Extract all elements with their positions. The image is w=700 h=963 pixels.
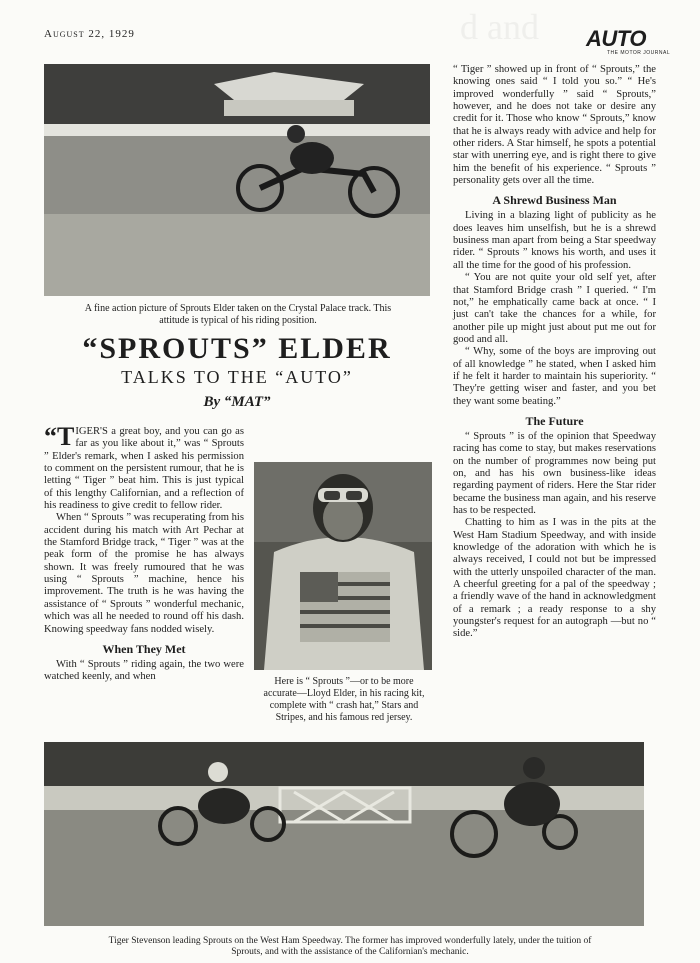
portrait-photo (254, 462, 432, 670)
section-heading-shrewd-business-man: A Shrewd Business Man (492, 193, 617, 208)
ghost-show-through: d and (460, 7, 539, 47)
section-heading-the-future: The Future (525, 413, 584, 428)
magazine-logo-sub: THE MOTOR JOURNAL (607, 50, 671, 56)
magazine-logo: AUTO (586, 26, 646, 51)
future-paragraph: Chatting to him as I was in the pits at the West Ham Stadium Speedway, and with inside knowledge of the adoration with which he is always received, I could not but be impressed with the utterly unspoiled character of the man. A cheerful greeting for a pal of the speedway ; a friendly wave of the hand in acknowledgment of a remark ; a ready response to a shy youngster's request for an autograph —but no “ side.” (453, 517, 656, 640)
bottom-photo-caption: Tiger Stevenson leading Sprouts on the West Ham Speedway. The former has improved wonderfully lately, under the tuition of Sprouts, and with the assistance of the Californian's mechanic. (108, 936, 592, 957)
issue-date: August 22, 1929 (44, 28, 135, 40)
section-heading-when-they-met: When They Met (102, 641, 186, 656)
article-byline: By “MAT” (203, 394, 271, 410)
left-column (44, 422, 244, 684)
top-photo-caption: A fine action picture of Sprouts Elder taken on the Crystal Palace track. This attitude is typical of his riding position. (84, 303, 392, 326)
article-subtitle: TALKS TO THE “AUTO” (121, 367, 353, 387)
drop-cap: “T (44, 422, 75, 451)
future-paragraph: “ Sprouts ” is of the opinion that Speedway racing has come to stay, but makes reservations on the number of programmes now being put on, and has his own business-like ideas regarding payment of riders. Here the Star rider became the business man again, and his reserve has to be respected. (453, 430, 656, 516)
portrait-caption: Here is “ Sprouts ”—or to be more accurate—Lloyd Elder, in his racing kit, complete with “ crash hat,” Stars and Stripes, and his famous red jersey. (263, 676, 425, 723)
business-paragraph: “ You are not quite your old self yet, after that Stamford Bridge crash ” I queried. “ I'm not,” he emphatically came back at once. “ I just can't take the chances for a while, for another pile up might just about put me out for good and all. (453, 272, 656, 345)
right-paragraph: “ Tiger ” showed up in front of “ Sprouts,” the knowing ones said “ I told you so.” “ He's improved wonderfully ” said “ Sprouts,” however, and he does not take or desire any credit for it. Those who know “ Sprouts,” know that he is always ready with advice and help for other riders. A Star himself, he spots a potential star with unerring eye, and is right there to give him the benefit of his experience. “ Sprouts ” personality gets over all the time. (453, 64, 656, 187)
top-action-photo (44, 64, 430, 296)
article-title: “SPROUTS” ELDER (82, 332, 392, 365)
bottom-race-photo (44, 742, 644, 926)
right-column (453, 64, 656, 641)
business-paragraph: “ Why, some of the boys are improving out of all knowledge ” he stated, when I asked him if he felt it harder to maintain his superiority. “ They're getting wiser and faster, and you bet they want some beating.” (453, 346, 656, 407)
business-paragraph: Living in a blazing light of publicity as he does leaves him unselfish, but he is a shrewd business man apart from being a Star speedway rider. “ Sprouts ” knows his worth, and uses it all the time for the good of his profession. (453, 210, 656, 271)
left-paragraph: IGER'S a great boy, and you can go as far as you like about it,” was “ Sprouts ” Elder's remark, when I asked his permission to comment on the persistent rumour, that he is letting “ Tiger ” beat him. This is just typical of this lengthy Californian, and a reflection of his readiness to give credit to fellow rider. (44, 426, 244, 512)
when-paragraph: With “ Sprouts ” riding again, the two were watched keenly, and when (44, 658, 244, 683)
left-paragraph: When “ Sprouts ” was recuperating from his accident during his match with Art Pechar at the Stamford Bridge track, “ Tiger ” was at the peak form of the promise he has always shown. It was freely rumoured that he was using “ Sprouts ” machine, hence his improvement. The truth is he was having the assistance of “ Sprouts ” wonderful mechanic, which was all he needed to round off his dash. Knowing speedway fans nodded wisely. (44, 512, 244, 635)
